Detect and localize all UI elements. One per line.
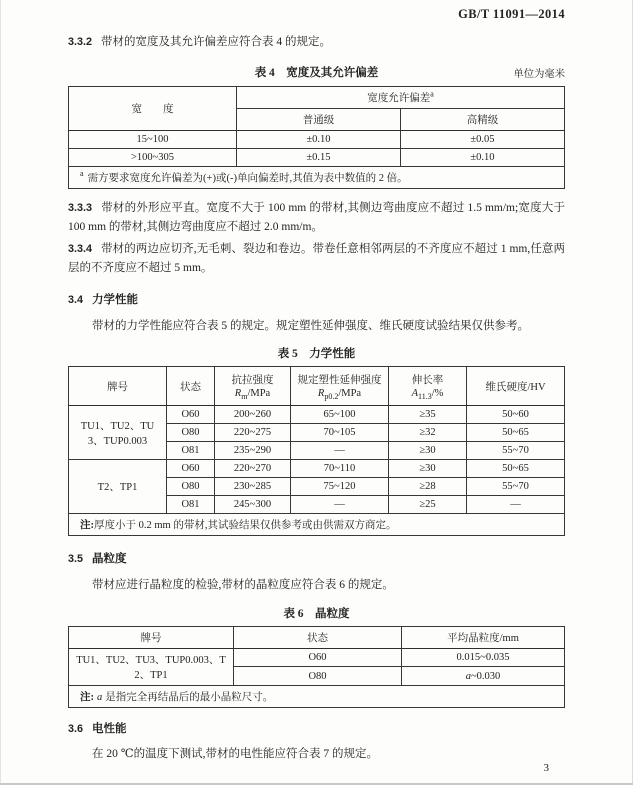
- header-label: 伸长率: [411, 375, 444, 387]
- table-cell: ±0.05: [401, 130, 565, 148]
- table-cell: ≥28: [389, 478, 467, 496]
- table4-title: 表 4 宽度及其允许偏差: [254, 66, 379, 79]
- grain-value: 0.015~0.035: [456, 652, 510, 664]
- table-row: [69, 685, 565, 707]
- table-cell: 230~285: [215, 478, 291, 496]
- table4-unit-note: 单位为毫米: [513, 68, 565, 80]
- section-heading-3-6: [68, 720, 565, 738]
- table-cell: 235~290: [215, 442, 291, 460]
- table5-header-proof-strength: [291, 367, 389, 406]
- table-row: [69, 367, 565, 406]
- table-cell: ≥30: [389, 442, 467, 460]
- header-symbol: $A_{11.3}/\%$: [411, 388, 444, 402]
- section-title: 力学性能: [92, 293, 139, 306]
- table-cell: 220~270: [215, 460, 291, 478]
- table-row: [69, 166, 565, 188]
- table4-header-width: 宽 度: [69, 86, 237, 130]
- grade-cell: TU1、TU2、TU3、TUP0.003、T2、TP1: [69, 648, 234, 685]
- table-row: [69, 148, 565, 166]
- table-cell: 50~65: [467, 460, 565, 478]
- table5-title: 表 5 力学性能: [277, 348, 356, 361]
- table5-header-grade: 牌号: [69, 367, 167, 406]
- table6-header-state: 状态: [234, 626, 402, 648]
- table-cell: 70~105: [291, 424, 389, 442]
- table-row: [69, 460, 565, 478]
- clause-number: 3.3.3: [68, 201, 93, 214]
- table-cell: O60: [234, 648, 402, 667]
- section-body-3-4: 带材的力学性能应符合表 5 的规定。规定塑性延伸强度、维氏硬度试验结果仅供参考。: [92, 319, 529, 332]
- table-cell: O81: [167, 442, 215, 460]
- table-cell: O80: [167, 424, 215, 442]
- table-cell: ±0.15: [237, 148, 401, 166]
- table-cell: 70~110: [291, 460, 389, 478]
- table-cell: 15~100: [69, 130, 237, 148]
- header-symbol: $R_{p0.2}$/MPa: [317, 388, 362, 402]
- standard-number-header: GB/T 11091—2014: [458, 7, 565, 21]
- table-cell: 200~260: [215, 406, 291, 424]
- header-label: 规定塑性延伸强度: [297, 375, 382, 387]
- section-number: 3.5: [68, 553, 84, 566]
- page-number: 3: [543, 762, 549, 774]
- table-cell: O60: [167, 460, 215, 478]
- table-cell: O60: [167, 406, 215, 424]
- section-number: 3.6: [68, 722, 84, 735]
- table-cell: ≥35: [389, 406, 467, 424]
- table6-grain-size: [68, 626, 565, 708]
- table-cell: O80: [167, 478, 215, 496]
- header-label: 抗拉强度: [231, 375, 274, 387]
- table-cell: [402, 648, 565, 667]
- table4-header-tolerance: [237, 86, 565, 108]
- clause-number: 3.3.2: [68, 36, 93, 48]
- section-heading-3-5: [68, 550, 565, 568]
- note-label: 注:: [80, 691, 94, 703]
- table-cell: 245~300: [215, 496, 291, 514]
- table-cell: —: [291, 496, 389, 514]
- table4-title-row: [68, 65, 565, 81]
- table-cell: 55~70: [467, 442, 565, 460]
- table-row: [69, 514, 565, 536]
- table-cell: 50~60: [467, 406, 565, 424]
- section-title: 电性能: [92, 722, 127, 735]
- grain-value: ~0.030: [470, 670, 501, 682]
- note-text: 是指完全再结晶后的最小晶粒尺寸。: [105, 691, 274, 703]
- table-cell: ±0.10: [237, 130, 401, 148]
- table-row: [69, 86, 565, 108]
- header-label: 宽度允许偏差: [367, 92, 431, 104]
- table-row: [69, 648, 565, 667]
- section-body-3-6: 在 20 ℃的温度下测试,带材的电性能应符合表 7 的规定。: [92, 747, 378, 760]
- section-heading-3-4: [68, 291, 565, 309]
- header-symbol: $R_m$/MPa: [234, 388, 271, 402]
- table-cell: 55~70: [467, 478, 565, 496]
- note-label: 注:: [80, 520, 94, 532]
- table5-header-state: 状态: [167, 367, 215, 406]
- table6-header-grain-size: 平均晶粒度/mm: [402, 626, 565, 648]
- table-row: [69, 406, 565, 424]
- table-cell: 75~120: [291, 478, 389, 496]
- table5-title-row: [68, 346, 565, 362]
- clause-text: 带材的宽度及其允许偏差应符合表 4 的规定。: [101, 36, 332, 48]
- table6-title-row: [68, 606, 565, 622]
- table-row: [69, 130, 565, 148]
- table-cell: —: [291, 442, 389, 460]
- grade-cell: T2、TP1: [69, 460, 167, 514]
- table-cell: ≥25: [389, 496, 467, 514]
- table5-note: [69, 514, 565, 536]
- table-cell: [402, 667, 565, 686]
- table-cell: ±0.10: [401, 148, 565, 166]
- table-cell: O81: [167, 496, 215, 514]
- table5-mechanical-properties: [68, 366, 565, 536]
- note-symbol: a: [97, 691, 103, 703]
- table5-header-tensile-strength: [215, 367, 291, 406]
- section-number: 3.4: [68, 293, 84, 306]
- table4-header-normal-grade: 普通级: [237, 108, 401, 130]
- clause-3-3-4: [68, 240, 565, 279]
- table4-footnote: [69, 166, 565, 188]
- section-title: 晶粒度: [92, 553, 127, 566]
- table-row: [69, 626, 565, 648]
- clause-text: 带材的两边应切齐,无毛刺、裂边和卷边。带卷任意相邻两层的不齐度应不超过 1 mm,任意两层的不齐度应不超过 5 mm。: [68, 242, 565, 275]
- table6-header-grade: 牌号: [69, 626, 234, 648]
- table6-note: [69, 685, 565, 707]
- note-text: 厚度小于 0.2 mm 的带材,其试验结果仅供参考或由供需双方商定。: [94, 520, 397, 532]
- section-body-3-5: 带材应进行晶粒度的检验,带材的晶粒度应符合表 6 的规定。: [92, 579, 394, 592]
- table-cell: —: [467, 496, 565, 514]
- table-cell: >100~305: [69, 148, 237, 166]
- clause-text: 带材的外形应平直。宽度不大于 100 mm 的带材,其侧边弯曲度应不超过 1.5 mm/m;宽度大于 100 mm 的带材,其侧边弯曲度应不超过 2.0 mm/m。: [68, 201, 565, 234]
- table6-title: 表 6 晶粒度: [283, 607, 350, 620]
- table-cell: O80: [234, 667, 402, 686]
- footnote-marker: a: [80, 169, 84, 179]
- table5-header-hardness: 维氏硬度/HV: [467, 367, 565, 406]
- table-cell: 50~65: [467, 424, 565, 442]
- clause-3-3-3: [68, 199, 565, 238]
- table5-header-elongation: [389, 367, 467, 406]
- table4-width-tolerance: [68, 86, 565, 189]
- table-cell: ≥32: [389, 424, 467, 442]
- clause-number: 3.3.4: [68, 242, 93, 255]
- clause-3-3-2: [68, 33, 565, 53]
- table-cell: ≥30: [389, 460, 467, 478]
- table-cell: 220~275: [215, 424, 291, 442]
- table4-header-high-grade: 高精级: [401, 108, 565, 130]
- footnote-text: 需方要求宽度允许偏差为(+)或(-)单向偏差时,其值为表中数值的 2 倍。: [87, 172, 408, 184]
- footnote-marker: a: [430, 89, 434, 99]
- table-cell: 65~100: [291, 406, 389, 424]
- grain-symbol: a: [465, 670, 471, 682]
- grade-cell: TU1、TU2、TU3、TUP0.003: [69, 406, 167, 460]
